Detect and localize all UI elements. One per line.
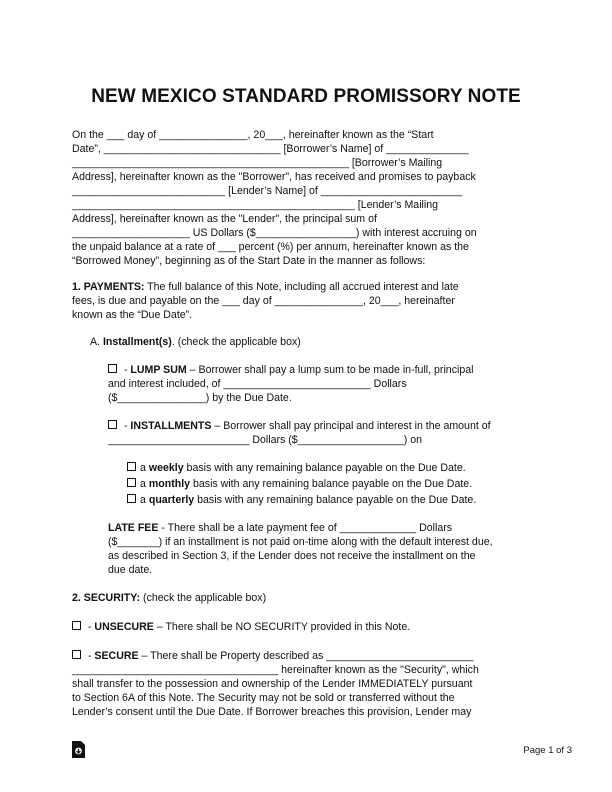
lump-sum-label: LUMP SUM bbox=[130, 364, 187, 376]
late-fee-line: ($_______) if an installment is not paid on-time along with the default interest due, bbox=[108, 536, 493, 548]
late-fee-line: as described in Section 3, if the Lender does not receive the installment on the bbox=[108, 550, 476, 562]
frequency-weekly: a weekly basis with any remaining balance payable on the Due Date. bbox=[127, 462, 466, 475]
payments-line: fees, is due and payable on the ___ day of _______________, 20___, hereinafter bbox=[72, 295, 455, 307]
secure-option: - SECURE – There shall be Property described as _________________________ bbox=[72, 650, 474, 663]
unsecure-checkbox[interactable] bbox=[72, 621, 81, 630]
intro-line: On the ___ day of _______________, 20___, hereinafter known as the “Start bbox=[72, 129, 434, 141]
secure-label: SECURE bbox=[94, 650, 139, 662]
intro-line: Date”, ______________________________ [Borrower’s Name] of ______________ bbox=[72, 143, 469, 155]
payments-line: known as the “Due Date”. bbox=[72, 309, 193, 321]
installments-option: - INSTALLMENTS – Borrower shall pay principal and interest in the amount of bbox=[108, 420, 491, 433]
lump-sum-line: and interest included, of _________________________ Dollars bbox=[108, 378, 407, 390]
document-title: NEW MEXICO STANDARD PROMISSORY NOTE bbox=[91, 86, 521, 107]
lump-sum-line: ($_______________) by the Due Date. bbox=[108, 392, 292, 404]
page-number: Page 1 of 3 bbox=[523, 745, 572, 756]
late-fee-line: due date. bbox=[108, 564, 153, 576]
document-logo-icon bbox=[71, 741, 86, 758]
secure-line: shall transfer to the possession and ownership of the Lender IMMEDIATELY pursuant bbox=[72, 678, 473, 690]
secure-line: to Section 6A of this Note. The Security may not be sold or transferred without the bbox=[72, 692, 455, 704]
secure-line: ___________________________________ hereinafter known as the "Security", which bbox=[72, 664, 479, 676]
quarterly-checkbox[interactable] bbox=[127, 494, 136, 503]
security-heading-line: 2. SECURITY: (check the applicable box) bbox=[72, 592, 267, 604]
installments-label: INSTALLMENTS bbox=[130, 420, 212, 432]
intro-line: ________________________________________________ [Lender’s Mailing bbox=[72, 199, 439, 211]
lump-sum-checkbox[interactable] bbox=[108, 364, 117, 373]
installments-line: ________________________ Dollars ($__________________) on bbox=[108, 434, 422, 446]
security-heading: 2. SECURITY: bbox=[72, 592, 141, 604]
late-fee-label: LATE FEE bbox=[108, 522, 159, 534]
secure-checkbox[interactable] bbox=[72, 650, 81, 659]
late-fee-line: LATE FEE - There shall be a late payment fee of _____________ Dollars bbox=[108, 522, 453, 534]
payments-text: The full balance of this Note, including all accrued interest and late bbox=[144, 281, 459, 293]
weekly-checkbox[interactable] bbox=[127, 462, 136, 471]
lump-sum-option: - LUMP SUM – Borrower shall pay a lump sum to be made in-full, principal bbox=[108, 364, 474, 377]
monthly-checkbox[interactable] bbox=[127, 478, 136, 487]
intro-line: Address], hereinafter known as the "Borrower", has received and promises to payback bbox=[72, 171, 476, 183]
payments-line bbox=[72, 281, 459, 294]
intro-line: ____________________ US Dollars ($_________________) with interest accruing on bbox=[72, 227, 477, 239]
intro-line: Address], hereinafter known as the "Lender", the principal sum of bbox=[72, 213, 377, 225]
unsecure-option: - UNSECURE – There shall be NO SECURITY provided in this Note. bbox=[72, 621, 410, 634]
unsecure-label: UNSECURE bbox=[94, 621, 154, 633]
intro-line: _______________________________________________ [Borrower’s Mailing bbox=[72, 157, 443, 169]
intro-line: “Borrowed Money”, beginning as of the Start Date in the manner as follows: bbox=[72, 255, 426, 267]
installments-checkbox[interactable] bbox=[108, 420, 117, 429]
installments-subheading: A. Installment(s). (check the applicable box) bbox=[90, 336, 301, 348]
intro-line: __________________________ [Lender’s Name] of ________________________ bbox=[72, 185, 463, 197]
frequency-quarterly: a quarterly basis with any remaining balance payable on the Due Date. bbox=[127, 494, 476, 507]
frequency-monthly: a monthly basis with any remaining balance payable on the Due Date. bbox=[127, 478, 472, 491]
intro-line: the unpaid balance at a rate of ___ percent (%) per annum, hereinafter known as the bbox=[72, 241, 469, 253]
installments-subheading-label: Installment(s) bbox=[102, 336, 172, 348]
payments-heading: 1. PAYMENTS: bbox=[72, 281, 145, 293]
secure-line: Lender’s consent until the Due Date. If Borrower breaches this provision, Lender may bbox=[72, 706, 472, 718]
